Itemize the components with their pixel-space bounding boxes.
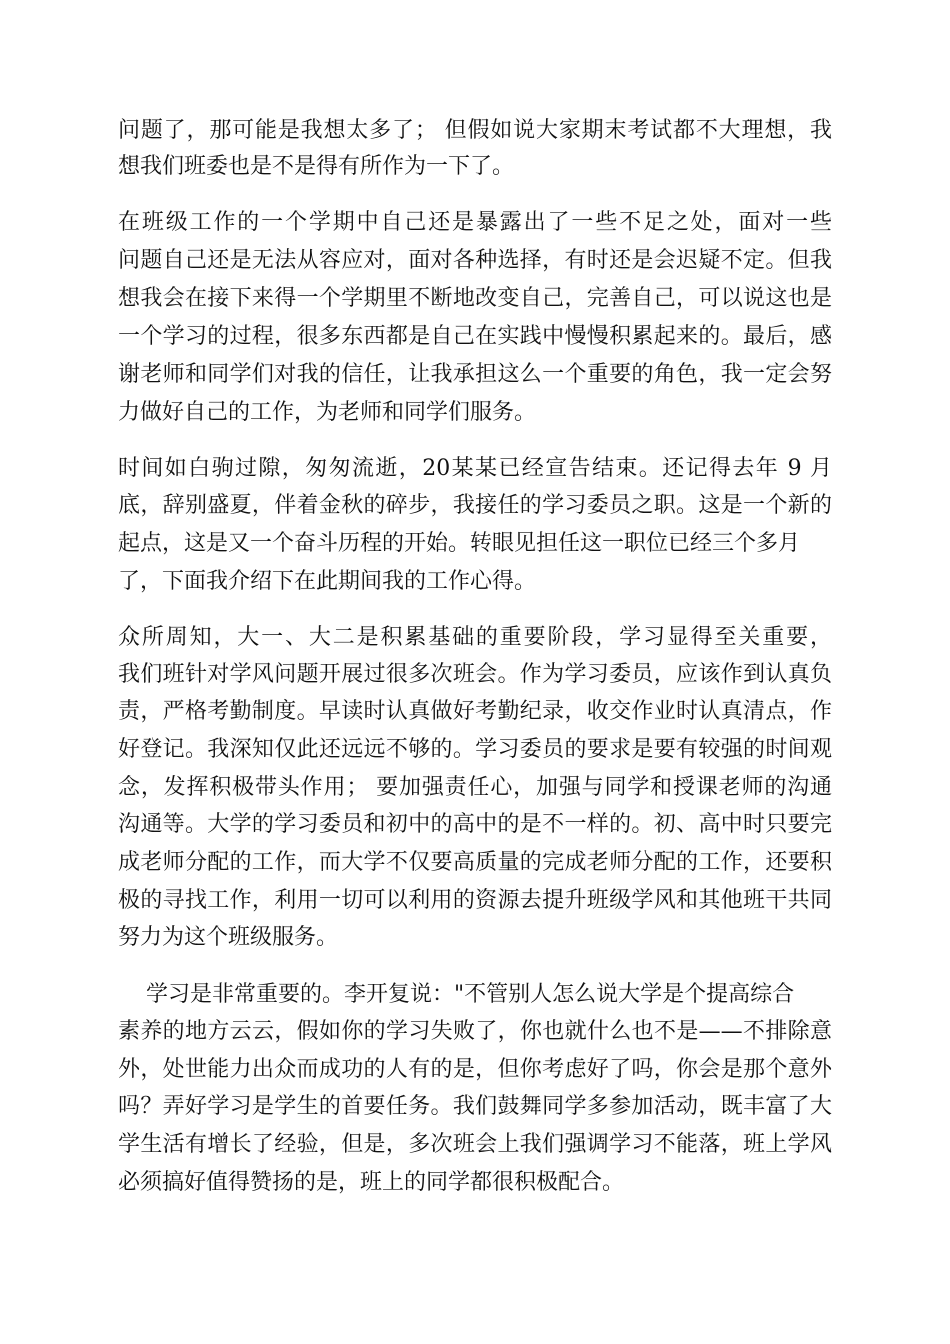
text-line: 力做好自己的工作，为老师和同学们服务。 [118, 400, 537, 425]
text-line: 问题了，那可能是我想太多了； 但假如说大家期末考试都不大理想，我 [118, 118, 832, 143]
text-line: 学生活有增长了经验，但是，多次班会上我们强调学习不能落，班上学风 [118, 1132, 832, 1157]
text-line: 好登记。我深知仅此还远远不够的。学习委员的要求是要有较强的时间观 [118, 737, 832, 762]
text-line: 极的寻找工作，利用一切可以利用的资源去提升班级学风和其他班干共同 [118, 888, 832, 913]
text-line: 底，辞别盛夏，伴着金秋的碎步，我接任的学习委员之职。这是一个新的 [118, 493, 832, 518]
text-line: 努力为这个班级服务。 [118, 925, 339, 950]
text-line: 吗？弄好学习是学生的首要任务。我们鼓舞同学多参加活动，既丰富了大 [118, 1094, 832, 1119]
text-line: 想我们班委也是不是得有所作为一下了。 [118, 154, 515, 179]
text-line: 在班级工作的一个学期中自己还是暴露出了一些不足之处，面对一些 [118, 210, 832, 235]
text-line: 外，处世能力出众而成功的人有的是，但你考虑好了吗，你会是那个意外 [118, 1057, 832, 1082]
text-line: 起点，这是又一个奋斗历程的开始。转眼见担任这一职位已经三个多月 [118, 531, 801, 556]
text-line: 时间如白驹过隙，匆匆流逝，20某某已经宣告结束。还记得去年 9 月 [118, 456, 832, 481]
text-line: 念，发挥积极带头作用； 要加强责任心，加强与同学和授课老师的沟通 [118, 775, 832, 800]
text-line: 一个学习的过程，很多东西都是自己在实践中慢慢积累起来的。最后，感 [118, 324, 832, 349]
text-line: 我们班针对学风问题开展过很多次班会。作为学习委员，应该作到认真负 [118, 662, 832, 687]
text-line: 学习是非常重要的。李开复说："不管别人怎么说大学是个提高综合 [118, 982, 795, 1007]
text-line: 了，下面我介绍下在此期间我的工作心得。 [118, 569, 537, 594]
text-line: 素养的地方云云，假如你的学习失败了，你也就什么也不是——不排除意 [118, 1019, 832, 1044]
text-line: 谢老师和同学们对我的信任，让我承担这么一个重要的角色，我一定会努 [118, 362, 832, 387]
text-line: 沟通等。大学的学习委员和初中的高中的是不一样的。初、高中时只要完 [118, 812, 832, 837]
text-line: 问题自己还是无法从容应对，面对各种选择，有时还是会迟疑不定。但我 [118, 248, 832, 273]
text-line: 成老师分配的工作，而大学不仅要高质量的完成老师分配的工作，还要积 [118, 850, 832, 875]
text-line: 责，严格考勤制度。早读时认真做好考勤纪录，收交作业时认真清点，作 [118, 699, 832, 724]
text-line: 必须搞好值得赞扬的是，班上的同学都很积极配合。 [118, 1170, 625, 1195]
text-line: 众所周知，大一、大二是积累基础的重要阶段，学习显得至关重要， [118, 625, 832, 650]
text-line: 想我会在接下来得一个学期里不断地改变自己，完善自己，可以说这也是 [118, 286, 832, 311]
